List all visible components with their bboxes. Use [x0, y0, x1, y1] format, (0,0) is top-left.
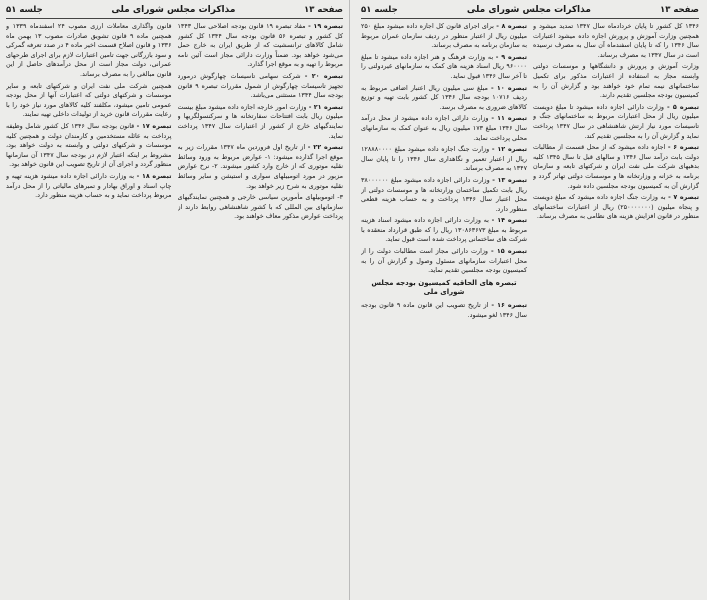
- note-paragraph: تبصره ۵ - وزارت دارائی اجازه داده میشود تا مبلغ دویست میلیون ریال از محل اعتبارات مربوط به ساختمانهای جنگ و تاسیسات مورد نیاز ارتش شاهنشاهی در سال ۱۳۴۷ پرداخت نماید و گزارش آن را به مجلسین تقدیم کند.: [533, 102, 699, 140]
- left-page-columns: [6, 22, 343, 582]
- note-paragraph: تبصره ۱۶ - از تاریخ تصویب این قانون ماده ۹ قانون بودجه سال ۱۳۴۶ لغو میشود.: [361, 301, 527, 319]
- note-paragraph: تبصره ۱۴ - به وزارت دارائی اجازه داده میشود اسناد هزینه مربوط به مبلغ ۱۳۰۸۶۳۶۷۳ ریال را که طبق قرارداد منعقده با شرکت های ساختمانی پرداخت شده است قبول نماید.: [361, 216, 527, 244]
- note-paragraph: تبصره ۱۳ - وزارت دارائی اجازه داده میشود مبلغ ۳۸۰۰۰۰۰۰ ریال بابت تکمیل ساختمان وزارتخانه ها و موسسات دولتی از محل اعتبار سال ۱۳۴۶ پرداخت و به حساب هزینه قطعی منظور دارد.: [361, 175, 527, 213]
- note-paragraph: تبصره ۷ - به وزارت جنگ اجازه داده میشود که مبلغ دویست و پنجاه میلیون (۲۵۰۰۰۰۰۰۰) ریال از اعتبارات ساختمانهای منظور در قانون افزایش هزینه های نظامی به مصرف برساند.: [533, 193, 699, 221]
- note-paragraph: تبصره ۲۲ - از تاریخ اول فروردین ماه ۱۳۴۷ مقررات زیر به موقع اجرا گذارده میشود: ۱- عوارض مربوط به ورود وسائط نقلیه موتوری که از خارج وارد کشور میشوند. ۲- نرخ عوارض مزبور در مورد اتومبیلهای سواری و استیشن و سایر وسائط نقلیه موتوری به شرح زیر خواهد بود.: [177, 143, 343, 190]
- note-paragraph: همچنین شرکت ملی نفت ایران و شرکتهای تابعه و سایر موسسات و شرکتهای دولتی که اعتبارات آنها از محل بودجه عمومی تامین میشود، مکلفند کلیه کالاهای مورد نیاز خود را با رعایت مقررات قانون خرید از تولیدات داخلی تهیه نمایند.: [6, 81, 172, 119]
- left-page: [0, 0, 350, 600]
- right-page-columns: [361, 22, 699, 582]
- note-paragraph: قانون واگذاری معاملات ارزی مصوب ۲۴ اسفندماه ۱۳۳۹ و همچنین ماده ۹ قانون تشویق صادرات مصوب ۱۳ بهمن ماه ۱۳۳۶ و قانون اصلاح قسمت اخیر ماده ۴ در صدد تعرفه گمرکی و سود بازرگانی جهت تامین اعتبارات لازم برای اجرای طرحهای عمرانی، دولت مجاز است از محل درآمدهای حاصل از این قانون مبالغی را به مصرف برساند.: [6, 22, 172, 78]
- note-paragraph: ۳- اتوموبیلهای مأمورین سیاسی خارجی و همچنین نمایندگیهای سازمانهای بین المللی که با کشور شاهنشاهی روابط دارند از پرداخت عوارض مذکور معاف خواهند بود.: [177, 193, 343, 221]
- note-paragraph: تبصره ۲۰ - شرکت سهامی تاسیسات چهارگوش درمورد تجهیز تاسیسات چهارگوش از شمول مقررات تبصره ۹ قانون بودجه سال ۱۳۴۴ مستثنی می‌باشد.: [177, 71, 343, 100]
- note-paragraph: تبصره ۱۷ - قانون بودجه سال ۱۳۴۶ کل کشور شامل وظیفه پرداخت به عائله مستخدمین و کارمندان دولت و همچنین کلیه موسسات و شرکتهای دولتی و وابسته به دولت خواهد بود، مشروط بر اینکه اعتبار لازم در بودجه سال ۱۳۴۷ آن سازمانها منظور گردد و اجرای آن از تاریخ تصویب این قانون خواهد بود.: [6, 121, 172, 169]
- right-page-left-column: [361, 22, 527, 582]
- right-page: [355, 0, 705, 600]
- note-paragraph: تبصره ۱۲ - وزارت جنگ اجازه داده میشود مبلغ ۱۲۸۸۸۰۰۰۰ ریال از اعتبار تعمیر و نگاهداری سال ۱۳۴۶ را تا پایان سال ۱۳۴۷ به مصرف برساند.: [361, 145, 527, 173]
- session-number: جلسه ۵۱: [6, 5, 43, 15]
- left-page-right-column: [178, 22, 344, 582]
- note-paragraph: تبصره ۱۵ - وزارت دارائی مجاز است مطالبات دولت را از محل اعتبارات سازمانهای مسئول وصول و گزارش آن را به کمیسیون بودجه مجلسین تقدیم نماید.: [361, 247, 527, 275]
- note-paragraph: تبصره ۹ - به وزارت فرهنگ و هنر اجازه داده میشود تا مبلغ ۹۶۰۰۰۰ ریال اسناد هزینه های کمک به سازمانهای غیردولتی را تا آخر سال ۱۳۴۶ قبول نماید.: [361, 52, 527, 80]
- page-number: صفحه ۱۳: [660, 5, 699, 15]
- note-paragraph: تبصره ۱۱ - وزارت دارائی اجازه داده میشود از محل درآمد سال ۱۳۴۶ مبلغ ۱۷۳ میلیون ریال به عنوان کمک به سازمانهای محلی پرداخت نماید.: [361, 114, 527, 142]
- note-paragraph: تبصره ۶ - اجازه داده میشود که از محل قسمت از مطالبات دولت بابت درآمد سال ۱۳۴۶ و سالهای قبل تا سال ۱۳۴۵ کلیه بدهیهای شرکت ملی نفت ایران و شرکتهای تابعه و سازمان برنامه به خزانه و وزارتخانه ها و موسسات دولتی تهاتر گردد و گزارش آن به کمیسیون بودجه مجلسین داده شود.: [533, 143, 699, 190]
- note-paragraph: ۱۳۴۶ کل کشور تا پایان خردادماه سال ۱۳۴۷ تمدید میشود و همچنین وزارت آموزش و پرورش اجازه داده میشود اعتبارات سال ۱۳۴۶ را که تا پایان اسفندماه آن سال به مصرف نرسیده است در سال ۱۳۴۷ به مصرف برساند.: [533, 22, 699, 59]
- note-paragraph: تبصره ۲۱ - وزارت امور خارجه اجازه داده میشود مبلغ بیست میلیون ریال بابت افتتاحات سفارتخانه ها و سرکنسولگریها و نمایندگیهای خارج از کشور از اعتبارات سال ۱۳۴۷ پرداخت نماید.: [177, 102, 343, 140]
- note-paragraph: تبصره ۱۹ - مفاد تبصره ۱۹ قانون بودجه اصلاحی سال ۱۳۴۳ کل کشور و تبصره ۵۶ قانون بودجه سال ۱۳۴۴ کل کشور شامل کالاهای ترانسشیت که از طریق ایران به خارج حمل می‌شود خواهد بود. ضمناً وزارت دارائی مجاز است آئین نامه مربوط را تهیه و به موقع اجرا گذارد.: [177, 22, 343, 69]
- right-page-header: [361, 4, 699, 19]
- session-number: جلسه ۵۱: [361, 5, 398, 15]
- note-paragraph: وزارت آموزش و پرورش و دانشگاهها و موسسات دولتی وابسته مجاز به استفاده از اعتبارات مذکور برای تکمیل ساختمانهای نیمه تمام خود خواهند بود و گزارش آن را به کمیسیون بودجه مجلسین تقدیم دارند.: [533, 62, 699, 100]
- publication-title: مذاکرات مجلس شورای ملی: [466, 5, 591, 15]
- left-page-header: [6, 4, 343, 19]
- note-paragraph: تبصره ۱۰ - مبلغ سی میلیون ریال اعتبار اضافی مربوط به ردیف ۱۰۷۱۶ بودجه سال ۱۳۴۶ کل کشور بابت تهیه و توزیع کالاهای ضروری به مصرف برسد.: [361, 83, 527, 111]
- note-paragraph: تبصره ۸ - برای اجرای قانون کل اجازه داده میشود مبلغ ۲۵۰ میلیون ریال از اعتبار منظور در ردیف سازمان عمران مربوط به سازمان برنامه به مصرف برساند.: [361, 22, 527, 50]
- left-page-left-column: [6, 22, 172, 582]
- note-paragraph: تبصره ۱۸ - به وزارت دارائی اجازه داده میشود هزینه تهیه و چاپ اسناد و اوراق بهادار و تمبرهای مالیاتی را از محل درآمد مربوط پرداخت نماید و به حساب هزینه منظور دارد.: [6, 171, 172, 200]
- right-page-right-column: [533, 22, 699, 582]
- publication-title: مذاکرات مجلس شورای ملی: [111, 5, 236, 15]
- page-number: صفحه ۱۳: [304, 5, 343, 15]
- section-heading: تبصره های الحاقیه کمیسیون بودجه مجلس شورای ملی: [371, 278, 517, 297]
